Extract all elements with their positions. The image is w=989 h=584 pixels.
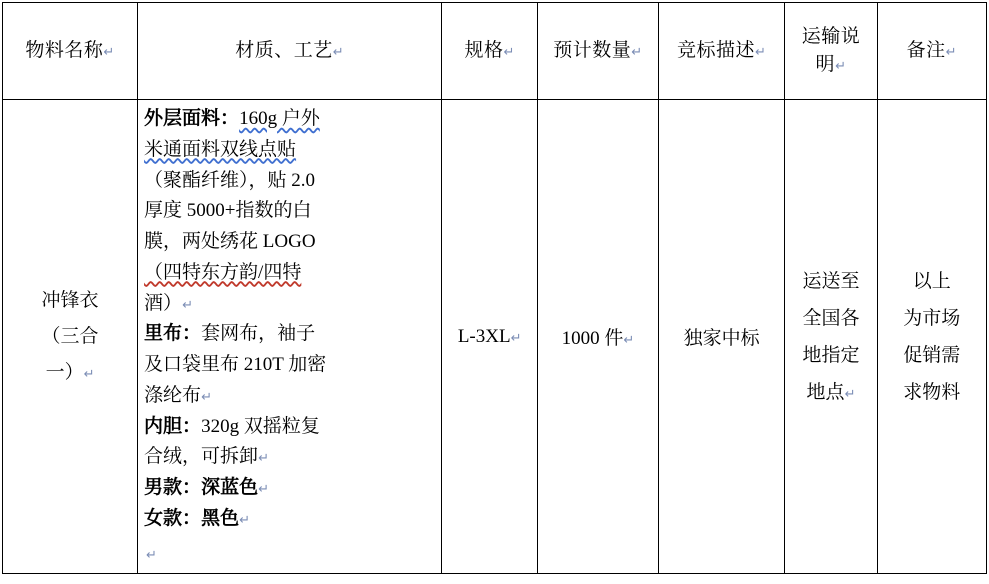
paragraph-mark: ↵ bbox=[182, 296, 193, 312]
paragraph-mark: ↵ bbox=[146, 546, 157, 562]
paragraph-mark: ↵ bbox=[201, 388, 212, 404]
detail-text: 黑色 bbox=[201, 507, 240, 529]
detail-block-womens-color bbox=[144, 504, 435, 535]
detail-block-mens-color bbox=[144, 473, 435, 504]
paragraph-mark: ↵ bbox=[103, 44, 115, 60]
shipping-note-line: 地点↵ bbox=[806, 381, 856, 403]
spec-table bbox=[2, 2, 987, 574]
paragraph-mark: ↵ bbox=[754, 44, 767, 60]
paragraph-mark: ↵ bbox=[631, 44, 643, 60]
detail-label-lining: 里布： bbox=[144, 323, 202, 345]
table-header-row bbox=[3, 3, 987, 100]
paragraph-mark: ↵ bbox=[835, 58, 847, 73]
remark-line: 为市场 bbox=[903, 307, 961, 329]
cell-material-name bbox=[3, 100, 138, 574]
cell-expected-qty bbox=[537, 100, 658, 574]
column-header-bid-desc-label: 竞标描述 bbox=[676, 40, 755, 62]
paragraph-mark: ↵ bbox=[239, 511, 250, 527]
bid-desc-value: 独家中标 bbox=[683, 328, 760, 350]
detail-label-mens: 男款： bbox=[144, 477, 202, 499]
column-header-material-name bbox=[3, 3, 138, 100]
column-header-remark bbox=[877, 3, 986, 100]
paragraph-mark: ↵ bbox=[83, 365, 95, 381]
document-page bbox=[0, 2, 989, 584]
table-row bbox=[3, 100, 987, 574]
detail-text: 合绒，可拆卸 bbox=[144, 446, 259, 468]
paragraph-mark: ↵ bbox=[945, 44, 957, 60]
column-header-expected-qty-label: 预计数量 bbox=[553, 40, 632, 62]
detail-label-outer-fabric: 外层面料： bbox=[144, 108, 240, 129]
paragraph-mark: ↵ bbox=[332, 44, 345, 60]
table-header bbox=[3, 3, 987, 100]
detail-text: 320g 双摇粒复 bbox=[201, 415, 320, 437]
cell-spec bbox=[442, 100, 537, 574]
shipping-note-line: 地指定 bbox=[802, 344, 860, 366]
empty-paragraph bbox=[144, 539, 435, 570]
shipping-note-line: 运送至 bbox=[802, 270, 860, 292]
table-body bbox=[3, 100, 987, 574]
detail-block-inner-liner bbox=[144, 412, 435, 474]
detail-label-womens: 女款： bbox=[144, 507, 202, 529]
detail-block-outer-fabric bbox=[144, 104, 435, 319]
material-name-line: 一）↵ bbox=[45, 361, 95, 383]
material-name-line: 冲锋衣 bbox=[41, 289, 99, 311]
cell-bid-desc bbox=[658, 100, 784, 574]
detail-text: 米通面料双线点贴 bbox=[144, 138, 297, 160]
shipping-note-line: 全国各 bbox=[802, 307, 860, 329]
remark-line: 促销需 bbox=[903, 344, 961, 366]
detail-text: 酒） bbox=[144, 292, 183, 314]
detail-label-inner-liner: 内胆： bbox=[144, 415, 202, 437]
expected-qty-value: 1000 件 bbox=[561, 328, 624, 350]
column-header-spec bbox=[442, 3, 537, 100]
paragraph-mark: ↵ bbox=[623, 332, 635, 348]
detail-block-lining bbox=[144, 319, 435, 411]
column-header-shipping-note: 运输说 明↵ bbox=[785, 3, 877, 100]
column-header-spec-label: 规格 bbox=[464, 40, 504, 62]
spec-value: L-3XL bbox=[457, 325, 511, 347]
detail-text: 套网布，袖子 bbox=[201, 323, 316, 345]
paragraph-mark: ↵ bbox=[844, 385, 856, 401]
material-name-line: （三合 bbox=[41, 325, 99, 347]
detail-text: 涤纶布 bbox=[144, 384, 202, 406]
detail-text: 深蓝色 bbox=[201, 477, 259, 499]
paragraph-mark: ↵ bbox=[510, 329, 522, 345]
cell-material-process bbox=[138, 100, 442, 574]
paragraph-mark: ↵ bbox=[503, 44, 515, 60]
detail-text: 膜，两处绣花 LOGO bbox=[144, 231, 316, 253]
column-header-remark-label: 备注 bbox=[906, 40, 946, 62]
detail-text: 及口袋里布 210T 加密 bbox=[144, 354, 327, 376]
detail-text: （四特东方韵/四特 bbox=[144, 261, 302, 283]
detail-text: 厚度 5000+指数的白 bbox=[144, 200, 312, 222]
detail-text: 160g 户外 bbox=[239, 108, 320, 129]
paragraph-mark: ↵ bbox=[258, 481, 269, 497]
column-header-material-process bbox=[138, 3, 442, 100]
column-header-expected-qty bbox=[537, 3, 658, 100]
column-header-shipping-note-label: 运输说 bbox=[801, 26, 861, 48]
detail-text: （聚酯纤维），贴 2.0 bbox=[144, 169, 316, 191]
column-header-bid-desc bbox=[658, 3, 784, 100]
remark-line: 求物料 bbox=[903, 381, 961, 403]
remark-line: 以上 bbox=[912, 270, 951, 292]
cell-shipping-note bbox=[785, 100, 877, 574]
column-header-material-name-label: 物料名称 bbox=[25, 40, 104, 62]
cell-remark bbox=[877, 100, 986, 574]
column-header-material-process-label: 材质、工艺 bbox=[235, 40, 333, 62]
paragraph-mark: ↵ bbox=[258, 450, 269, 466]
